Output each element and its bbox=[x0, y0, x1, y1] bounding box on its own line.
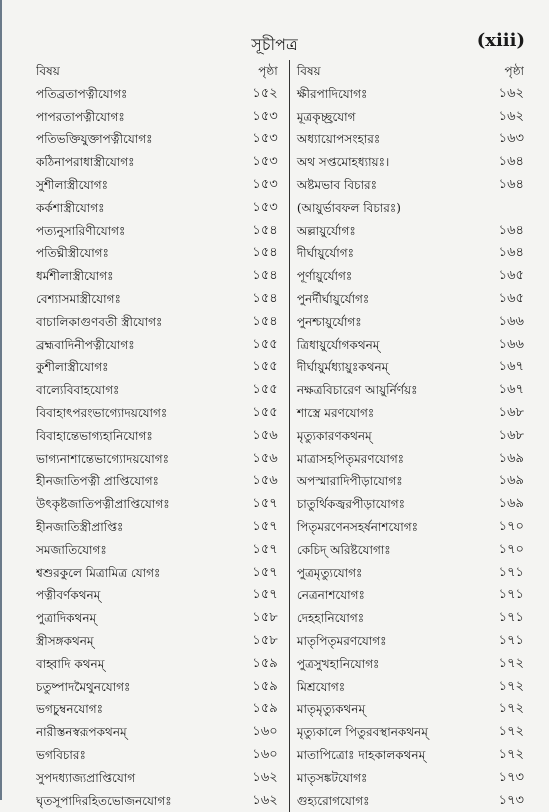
table-row bbox=[36, 448, 524, 471]
left-page-number: ১৫৮ bbox=[216, 630, 288, 653]
column-divider bbox=[288, 334, 291, 357]
left-topic: পত্যনুসারিণীযোগঃ bbox=[36, 220, 216, 243]
left-page-number: ১৫৭ bbox=[216, 493, 288, 516]
left-topic: কুশীলাস্ত্রীযোগঃ bbox=[36, 356, 216, 379]
right-topic: মিশ্রযোগঃ bbox=[291, 676, 462, 699]
right-topic: পুত্রমৃত্যুযোগঃ bbox=[291, 562, 462, 585]
column-divider bbox=[288, 470, 291, 493]
right-topic: মাতৃসঙ্কটযোগঃ bbox=[291, 767, 462, 790]
table-row bbox=[36, 744, 524, 767]
table-row bbox=[36, 698, 524, 721]
column-divider bbox=[288, 379, 291, 402]
left-page-number: ১৫৭ bbox=[216, 584, 288, 607]
right-page-number: ১৬২ bbox=[462, 106, 524, 129]
right-page-number: ১৬৪ bbox=[462, 151, 524, 174]
right-page-number: ১৬৯ bbox=[462, 470, 524, 493]
left-topic: পতিভক্তিযুক্তাপত্নীযোগঃ bbox=[36, 128, 216, 151]
column-divider bbox=[288, 151, 291, 174]
right-page-number: ১৭২ bbox=[462, 676, 524, 699]
column-divider bbox=[288, 356, 291, 379]
column-divider bbox=[288, 698, 291, 721]
right-page-number: ১৬৬ bbox=[462, 311, 524, 334]
right-topic: মূত্রকৃচ্ছ্রযোগ bbox=[291, 106, 462, 129]
left-page-number: ১৬২ bbox=[216, 767, 288, 790]
table-row bbox=[36, 174, 524, 197]
table-row bbox=[36, 516, 524, 539]
table-row bbox=[36, 653, 524, 676]
column-divider bbox=[288, 288, 291, 311]
right-page-header: পৃষ্ঠা bbox=[462, 60, 524, 83]
right-page-number: ১৭০ bbox=[462, 539, 524, 562]
table-row bbox=[36, 334, 524, 357]
table-row bbox=[36, 379, 524, 402]
column-divider bbox=[288, 767, 291, 790]
left-page-number: ১৬০ bbox=[216, 721, 288, 744]
table-row bbox=[36, 630, 524, 653]
table-row bbox=[36, 83, 524, 106]
left-page-number: ১৫৫ bbox=[216, 402, 288, 425]
table-row bbox=[36, 539, 524, 562]
column-divider bbox=[288, 516, 291, 539]
left-topic: বিবাহান্তেভাগ্যহানিযোগঃ bbox=[36, 425, 216, 448]
right-topic: গুহ্যরোগযোগঃ bbox=[291, 790, 462, 812]
column-divider bbox=[288, 265, 291, 288]
right-page-number: ১৬৪ bbox=[462, 174, 524, 197]
left-page-number: ১৬২ bbox=[216, 790, 288, 812]
left-topic: বাল্যেবিবাহযোগঃ bbox=[36, 379, 216, 402]
right-topic: মাতৃমৃত্যুকথনম্ bbox=[291, 698, 462, 721]
table-row bbox=[36, 356, 524, 379]
right-topic: পুনর্দীর্ঘায়ুর্যোগঃ bbox=[291, 288, 462, 311]
column-divider bbox=[288, 311, 291, 334]
left-page-number: ১৫৩ bbox=[216, 174, 288, 197]
left-page-number: ১৫৭ bbox=[216, 539, 288, 562]
left-page-number: ১৫৪ bbox=[216, 242, 288, 265]
left-topic: ভাগ্যনাশান্তেভাগ্যোদয়যোগঃ bbox=[36, 448, 216, 471]
right-page-number: ১৭২ bbox=[462, 721, 524, 744]
left-page-number: ১৫৪ bbox=[216, 311, 288, 334]
right-page-number bbox=[462, 197, 524, 220]
table-row bbox=[36, 220, 524, 243]
column-divider bbox=[288, 584, 291, 607]
left-topic: পাপরতাপত্নীযোগঃ bbox=[36, 106, 216, 129]
right-topic: অধ্যায়োপসংহারঃ bbox=[291, 128, 462, 151]
column-divider bbox=[288, 402, 291, 425]
right-page-number: ১৬৫ bbox=[462, 265, 524, 288]
table-row bbox=[36, 288, 524, 311]
left-topic: উৎকৃষ্টজাতিপত্নীপ্রাপ্তিযোগঃ bbox=[36, 493, 216, 516]
column-divider bbox=[288, 653, 291, 676]
left-page-number: ১৫৮ bbox=[216, 607, 288, 630]
table-row bbox=[36, 767, 524, 790]
right-topic: দেহহানিযোগঃ bbox=[291, 607, 462, 630]
right-topic: মৃত্যুকালে পিতুরবস্থানকথনম্ bbox=[291, 721, 462, 744]
left-page-number: ১৫৭ bbox=[216, 562, 288, 585]
column-divider bbox=[288, 128, 291, 151]
right-page-number: ১৭১ bbox=[462, 630, 524, 653]
right-topic: দীর্ঘায়ুর্যোগঃ bbox=[291, 242, 462, 265]
column-divider bbox=[288, 744, 291, 767]
page-edge bbox=[0, 0, 2, 800]
column-divider bbox=[288, 83, 291, 106]
left-page-number: ১৫৯ bbox=[216, 653, 288, 676]
left-topic: সমজাতিযোগঃ bbox=[36, 539, 216, 562]
table-row bbox=[36, 128, 524, 151]
left-topic: সুপদধ্যাজ্যপ্রাপ্তিযোগ bbox=[36, 767, 216, 790]
right-page-number: ১৬৮ bbox=[462, 425, 524, 448]
right-page-number: ১৬২ bbox=[462, 83, 524, 106]
left-topic: পতিব্রতাপত্নীযোগঃ bbox=[36, 83, 216, 106]
right-page-number: ১৭২ bbox=[462, 698, 524, 721]
left-topic: বাচালিকাগুণবতী স্ত্রীযোগঃ bbox=[36, 311, 216, 334]
right-topic: মাতাপিত্রোঃ দাহকালকথনম্ bbox=[291, 744, 462, 767]
left-page-number: ১৫৪ bbox=[216, 220, 288, 243]
left-page-number: ১৫৫ bbox=[216, 334, 288, 357]
left-topic: নারীস্তনস্বরূপকথনম্ bbox=[36, 721, 216, 744]
left-topic: পুত্রাদিকথনম্ bbox=[36, 607, 216, 630]
table-of-contents bbox=[36, 60, 524, 812]
left-topic: শ্বশুরকুলে মিত্রামিত্র যোগঃ bbox=[36, 562, 216, 585]
left-page-number: ১৫৫ bbox=[216, 379, 288, 402]
page-number: (xiii) bbox=[477, 30, 525, 51]
right-topic: ক্ষীরপাদিযোগঃ bbox=[291, 83, 462, 106]
column-headers bbox=[36, 60, 524, 83]
right-topic: মাতৃপিতৃমরণযোগঃ bbox=[291, 630, 462, 653]
table-row bbox=[36, 151, 524, 174]
left-page-number: ১৫৪ bbox=[216, 265, 288, 288]
right-page-number: ১৭১ bbox=[462, 607, 524, 630]
table-row bbox=[36, 311, 524, 334]
right-topic: অথ সপ্তমোহধ্যায়ঃ। bbox=[291, 151, 462, 174]
left-page-number: ১৫৫ bbox=[216, 356, 288, 379]
left-page-number: ১৫৬ bbox=[216, 448, 288, 471]
right-page-number: ১৬৭ bbox=[462, 356, 524, 379]
right-page-number: ১৭১ bbox=[462, 584, 524, 607]
left-page-header: পৃষ্ঠা bbox=[216, 60, 288, 83]
right-page-number: ১৭৩ bbox=[462, 790, 524, 812]
table-row bbox=[36, 676, 524, 699]
right-page-number: ১৬৫ bbox=[462, 288, 524, 311]
right-topic: অষ্টমভাব বিচারঃ bbox=[291, 174, 462, 197]
left-page-number: ১৫৩ bbox=[216, 197, 288, 220]
column-divider bbox=[288, 676, 291, 699]
table-row bbox=[36, 265, 524, 288]
left-page-number: ১৫৩ bbox=[216, 106, 288, 129]
left-page-number: ১৫৩ bbox=[216, 128, 288, 151]
left-topic: স্ত্রীসঙ্গকথনম্ bbox=[36, 630, 216, 653]
left-page-number: ১৫৯ bbox=[216, 698, 288, 721]
left-page-number: ১৬০ bbox=[216, 744, 288, 767]
right-topic-header: বিষয় bbox=[291, 60, 462, 83]
right-page-number: ১৭১ bbox=[462, 562, 524, 585]
column-divider bbox=[288, 60, 291, 83]
left-topic: ভগচুম্বনযোগঃ bbox=[36, 698, 216, 721]
right-page-number: ১৭২ bbox=[462, 653, 524, 676]
left-page-number: ১৫২ bbox=[216, 83, 288, 106]
left-topic: বেশ্যাসমাস্ত্রীযোগঃ bbox=[36, 288, 216, 311]
column-divider bbox=[288, 174, 291, 197]
table-row bbox=[36, 197, 524, 220]
table-row bbox=[36, 470, 524, 493]
right-page-number: ১৭৩ bbox=[462, 767, 524, 790]
right-page-number: ১৭০ bbox=[462, 516, 524, 539]
left-topic: কর্কশাস্ত্রীযোগঃ bbox=[36, 197, 216, 220]
table-row bbox=[36, 562, 524, 585]
right-topic: অপস্মারাদিপীড়াযোগঃ bbox=[291, 470, 462, 493]
left-topic: বাহ্বাদি কথনম্ bbox=[36, 653, 216, 676]
column-divider bbox=[288, 242, 291, 265]
right-topic: কেচিদ্ অরিষ্টযোগাঃ bbox=[291, 539, 462, 562]
left-page-number: ১৫৬ bbox=[216, 470, 288, 493]
left-topic: ধর্মশীলাস্ত্রীযোগঃ bbox=[36, 265, 216, 288]
column-divider bbox=[288, 607, 291, 630]
page-title: সূচীপত্র bbox=[0, 32, 549, 59]
column-divider bbox=[288, 220, 291, 243]
right-page-number: ১৬৬ bbox=[462, 334, 524, 357]
column-divider bbox=[288, 106, 291, 129]
table-row bbox=[36, 721, 524, 744]
right-topic: পুত্রসুখহানিযোগঃ bbox=[291, 653, 462, 676]
right-topic: মাত্রাসহপিতৃমরণযোগঃ bbox=[291, 448, 462, 471]
table-row bbox=[36, 493, 524, 516]
left-topic: ভগবিচারঃ bbox=[36, 744, 216, 767]
left-topic: হীনজাতিপত্নী প্রাপ্তিযোগঃ bbox=[36, 470, 216, 493]
column-divider bbox=[288, 562, 291, 585]
column-divider bbox=[288, 630, 291, 653]
right-page-number: ১৬৪ bbox=[462, 242, 524, 265]
right-topic: অল্লায়ুর্যোগঃ bbox=[291, 220, 462, 243]
right-topic: নেত্রনাশযোগঃ bbox=[291, 584, 462, 607]
left-topic: ঘৃতসূপাদিরহিতভোজনযোগঃ bbox=[36, 790, 216, 812]
right-page-number: ১৬৭ bbox=[462, 379, 524, 402]
right-topic: পিতৃমরণেনসহর্ষনাশযোগঃ bbox=[291, 516, 462, 539]
column-divider bbox=[288, 197, 291, 220]
right-page-number: ১৬৪ bbox=[462, 220, 524, 243]
right-page-number: ১৭২ bbox=[462, 744, 524, 767]
table-row bbox=[36, 790, 524, 812]
left-page-number: ১৫৯ bbox=[216, 676, 288, 699]
table-row bbox=[36, 584, 524, 607]
left-topic: ব্রহ্মবাদিনীপত্নীযোগঃ bbox=[36, 334, 216, 357]
right-topic: চাতুর্থিকজ্বরপীড়াযোগঃ bbox=[291, 493, 462, 516]
left-page-number: ১৫৭ bbox=[216, 516, 288, 539]
right-page-number: ১৬৮ bbox=[462, 402, 524, 425]
table-row bbox=[36, 106, 524, 129]
right-topic: (আয়ুর্ভাবফল বিচারঃ) bbox=[291, 197, 462, 220]
left-topic: পত্নীবর্ণকথনম্ bbox=[36, 584, 216, 607]
left-topic: বিবাহাৎপরংভাগ্যোদয়যোগঃ bbox=[36, 402, 216, 425]
right-page-number: ১৬৯ bbox=[462, 448, 524, 471]
column-divider bbox=[288, 425, 291, 448]
left-topic-header: বিষয় bbox=[36, 60, 216, 83]
left-page-number: ১৫৩ bbox=[216, 151, 288, 174]
right-topic: ত্রিধায়ুর্যোগকথনম্ bbox=[291, 334, 462, 357]
column-divider bbox=[288, 721, 291, 744]
table-row bbox=[36, 402, 524, 425]
column-divider bbox=[288, 448, 291, 471]
right-page-number: ১৬৯ bbox=[462, 493, 524, 516]
left-topic: কঠিনাপরাধাস্ত্রীযোগঃ bbox=[36, 151, 216, 174]
left-page-number: ১৫৬ bbox=[216, 425, 288, 448]
right-topic: শাস্ত্রে মরণযোগঃ bbox=[291, 402, 462, 425]
right-page-number: ১৬৩ bbox=[462, 128, 524, 151]
left-topic: চতুষ্পাদমৈথুনযোগঃ bbox=[36, 676, 216, 699]
right-topic: দীর্ঘায়ুর্মধ্যায়ুঃকথনম্ bbox=[291, 356, 462, 379]
column-divider bbox=[288, 539, 291, 562]
right-topic: নক্ষত্রবিচারেণ আয়ুর্নির্ণয়ঃ bbox=[291, 379, 462, 402]
table-row bbox=[36, 425, 524, 448]
column-divider bbox=[288, 790, 291, 812]
left-topic: সুশীলাস্ত্রীযোগঃ bbox=[36, 174, 216, 197]
right-topic: পুনশ্চায়ুর্যোগঃ bbox=[291, 311, 462, 334]
toc-entries bbox=[36, 83, 524, 812]
right-topic: মৃত্যুকারণকথনম্ bbox=[291, 425, 462, 448]
left-topic: হীনজাতিস্ত্রীপ্রাপ্তিঃ bbox=[36, 516, 216, 539]
column-divider bbox=[288, 493, 291, 516]
left-topic: পতিঘ্নীস্ত্রীযোগঃ bbox=[36, 242, 216, 265]
table-row bbox=[36, 607, 524, 630]
table-row bbox=[36, 242, 524, 265]
left-page-number: ১৫৪ bbox=[216, 288, 288, 311]
right-topic: পূর্ণায়ুর্যোগঃ bbox=[291, 265, 462, 288]
